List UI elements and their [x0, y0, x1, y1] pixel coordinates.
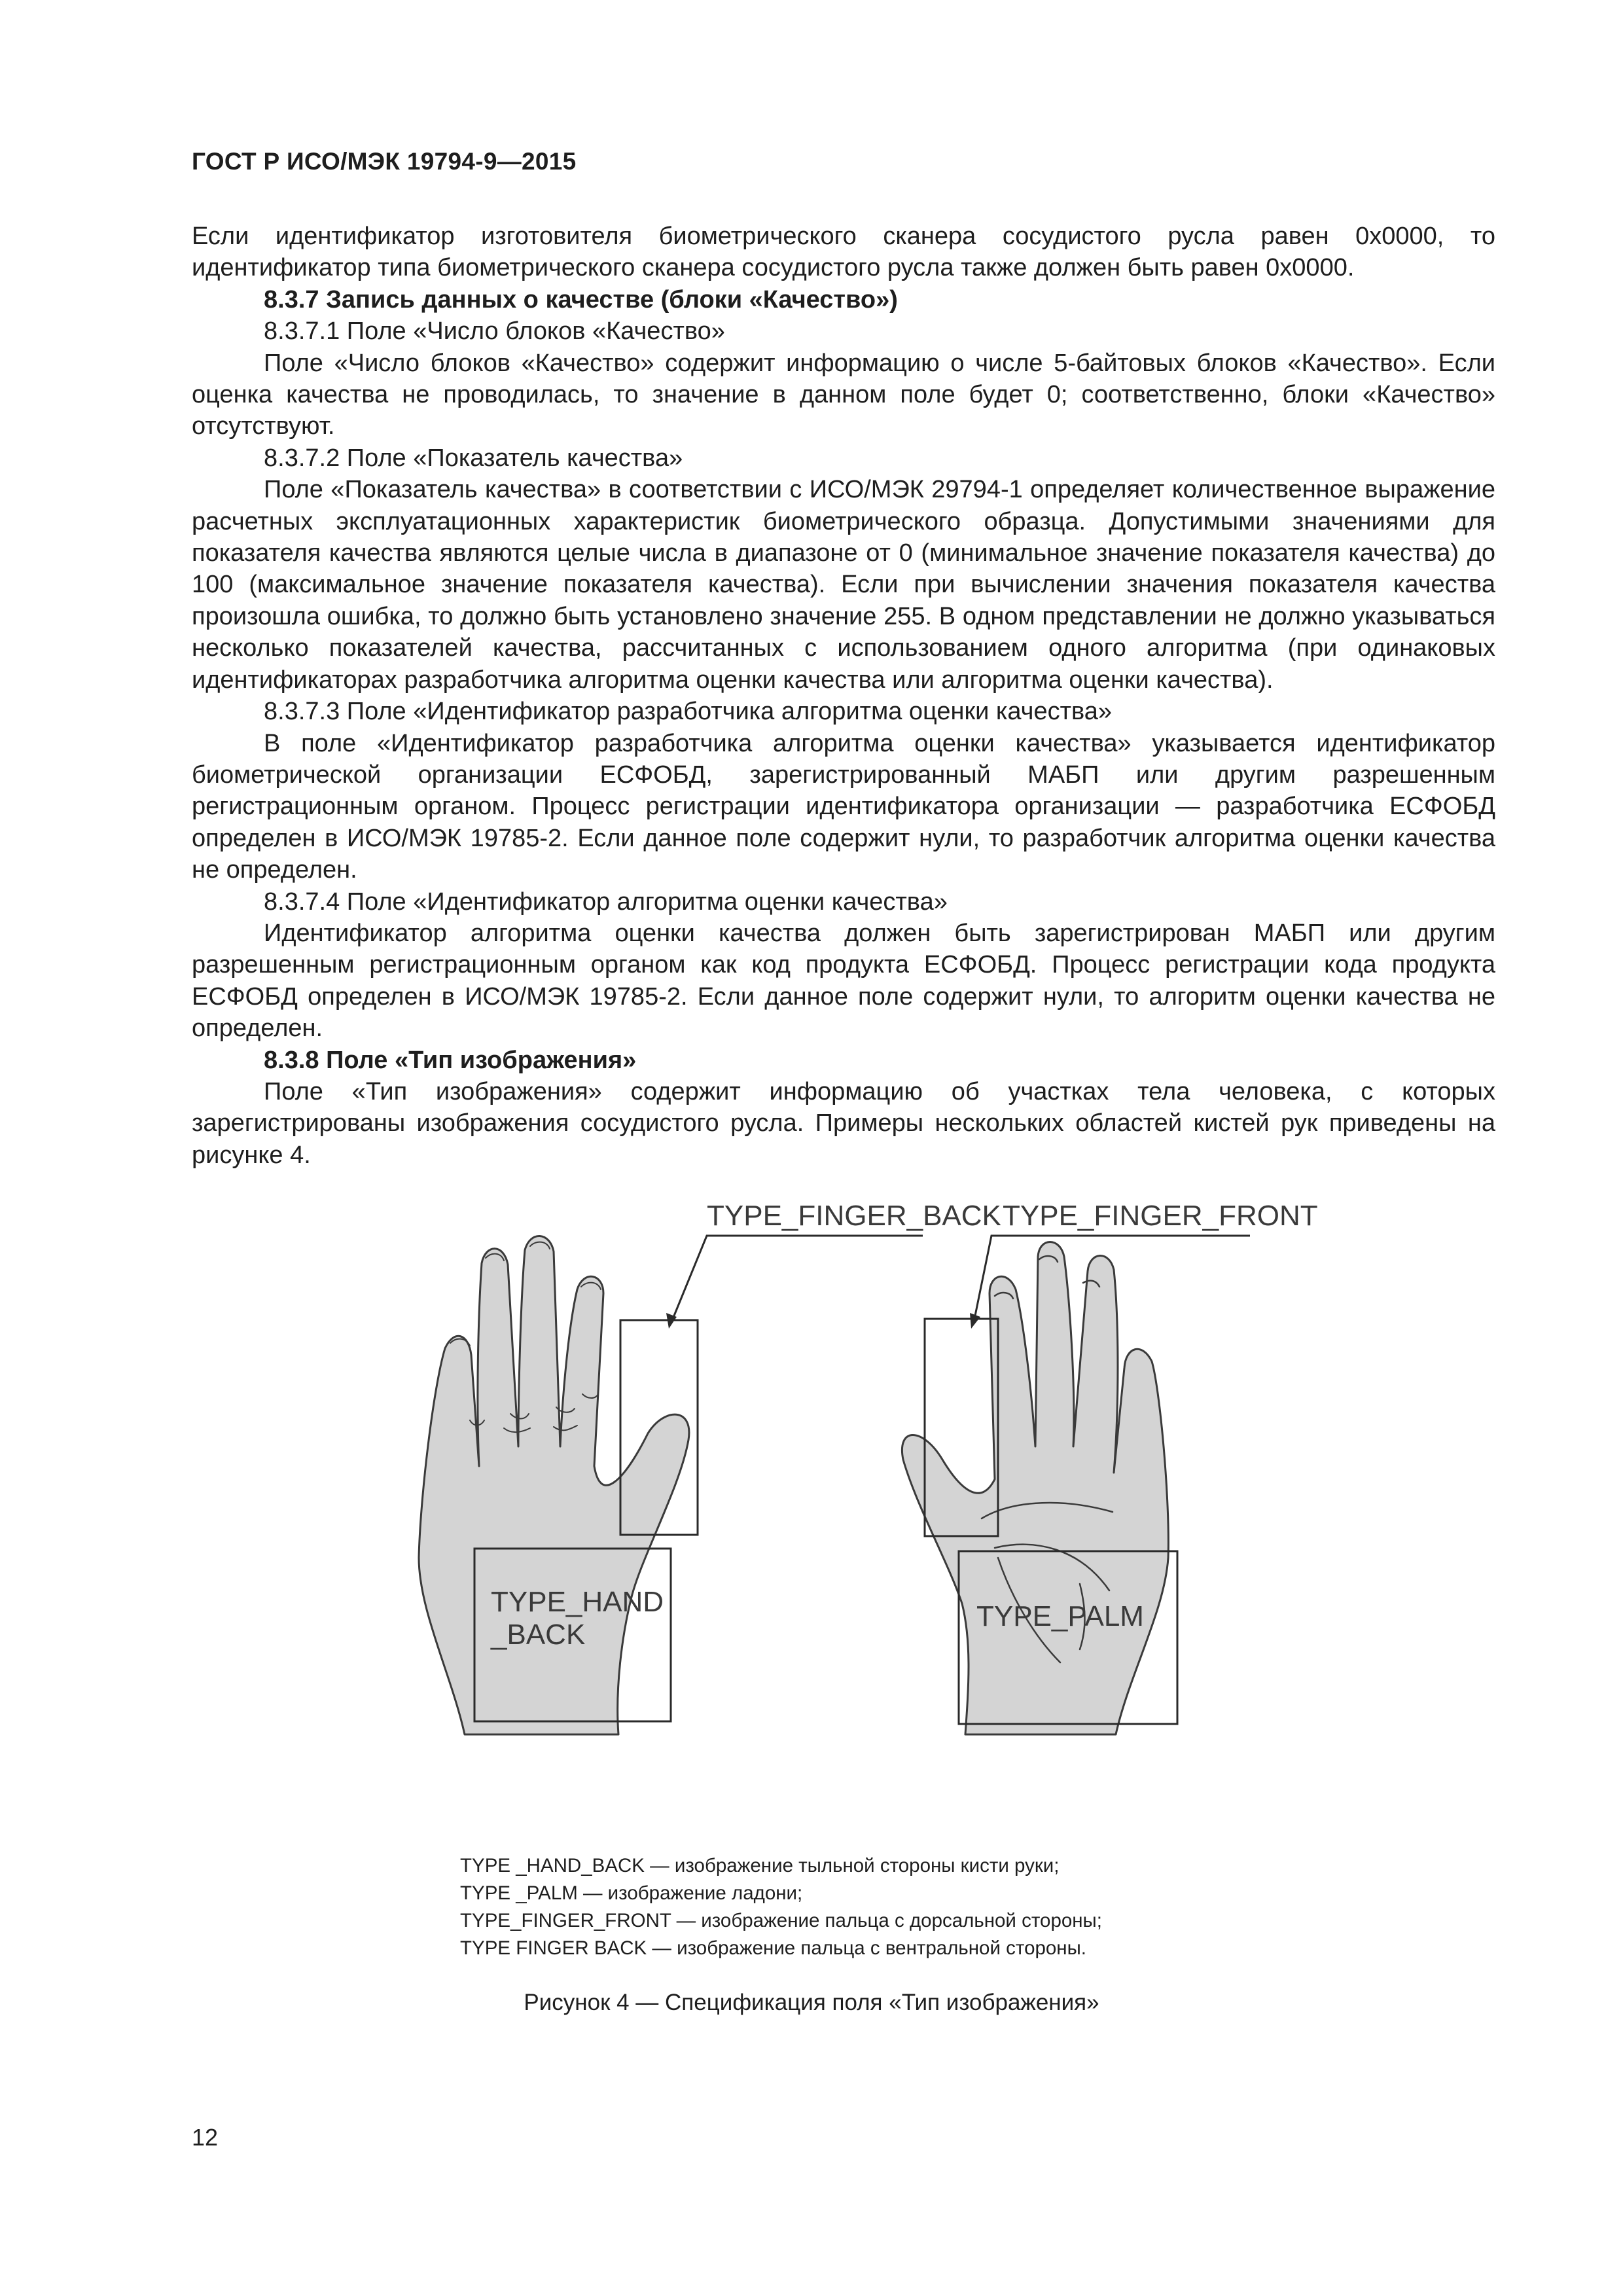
left-hand-outline — [419, 1236, 689, 1734]
paragraph: Идентификатор алгоритма оценки качества должен быть зарегистрирован МАБП или другим разрешенным регистрационным органом как код продукта ЕСФОБД. Процесс регистрации кода продукта ЕСФОБД определен в ИСО/МЭК 19785-2. Если данное поле содержит нули, то алгоритм оценки качества не определен. — [192, 919, 1495, 1043]
legend-item: TYPE _HAND_BACK — изображение тыльной стороны кисти руки; — [460, 1855, 1060, 1876]
subsection-title: 8.3.7.2 Поле «Показатель качества» — [264, 444, 683, 472]
legend-item: TYPE_FINGER_FRONT — изображение пальца с дорсальной стороны; — [460, 1910, 1102, 1931]
section-heading: 8.3.8 Поле «Тип изображения» — [264, 1046, 637, 1074]
paragraph: Поле «Тип изображения» содержит информацию об участках тела человека, с которых зарегистрированы изображения сосудистого русла. Примеры нескольких областей кистей рук приведены на рисунке 4. — [192, 1077, 1495, 1169]
hand-regions-figure — [406, 1191, 1318, 1839]
legend-item: TYPE _PALM — изображение ладони; — [460, 1882, 803, 1904]
subsection-title: 8.3.7.4 Поле «Идентификатор алгоритма оценки качества» — [264, 888, 948, 916]
paragraph: Поле «Показатель качества» в соответствии с ИСО/МЭК 29794-1 определяет количественное выражение расчетных эксплуатационных характеристик биометрического образца. Допустимыми значениями для показателя качества являются целые числа в диапазоне от 0 (минимальное значение показателя качества) до 100 (максимальное значение показателя качества). Если при вычислении значения показателя качества произошла ошибка, то должно быть установлено значение 255. В одном представлении не должно указываться несколько показателей качества, рассчитанных с использованием одного алгоритма (при одинаковых идентификаторах разработчика алгоритма оценки качества или алгоритма оценки качества). — [192, 476, 1495, 694]
subsection-title: 8.3.7.1 Поле «Число блоков «Качество» — [264, 317, 725, 346]
hand-back-label-line1: TYPE_HAND — [491, 1586, 664, 1618]
paragraph: Поле «Число блоков «Качество» содержит информацию о числе 5-байтовых блоков «Качество». Если оценка качества не проводилась, то значение в данном поле будет 0; соответственно, блоки «Качество» отсутствуют. — [192, 349, 1495, 440]
paragraph: Если идентификатор изготовителя биометрического сканера сосудистого русла равен 0x0000, то идентификатор типа биометрического сканера сосудистого русла также должен быть равен 0x0000. — [192, 223, 1495, 282]
section-heading: 8.3.7 Запись данных о качестве (блоки «Качество») — [264, 285, 898, 314]
figure-caption: Рисунок 4 — Спецификация поля «Тип изображения» — [524, 1990, 1099, 2015]
body-text — [192, 221, 1495, 1171]
right-hand-outline — [902, 1242, 1168, 1735]
finger-back-label: TYPE_FINGER_BACK — [707, 1200, 1001, 1232]
subsection-title: 8.3.7.3 Поле «Идентификатор разработчика алгоритма оценки качества» — [264, 698, 1113, 726]
legend-item: TYPE FINGER BACK — изображение пальца с вентральной стороны. — [460, 1937, 1086, 1959]
hand-back-label-line2: _BACK — [491, 1619, 586, 1651]
page-number: 12 — [192, 2124, 219, 2151]
palm-label: TYPE_PALM — [976, 1600, 1144, 1632]
finger-back-leader — [671, 1236, 923, 1322]
finger-front-label: TYPE_FINGER_FRONT — [1003, 1200, 1318, 1232]
paragraph: В поле «Идентификатор разработчика алгоритма оценки качества» указывается идентификатор биометрической организации ЕСФОБД, зарегистрированный МАБП или другим разрешенным регистрационным органом. Процесс регистрации идентификатора организации — разработчика ЕСФОБД определен в ИСО/МЭК 19785-2. Если данное поле содержит нули, то разработчик алгоритма оценки качества не определен. — [192, 729, 1495, 884]
figure-legend — [460, 1852, 1102, 1962]
document-header: ГОСТ Р ИСО/МЭК 19794-9—2015 — [192, 148, 577, 175]
